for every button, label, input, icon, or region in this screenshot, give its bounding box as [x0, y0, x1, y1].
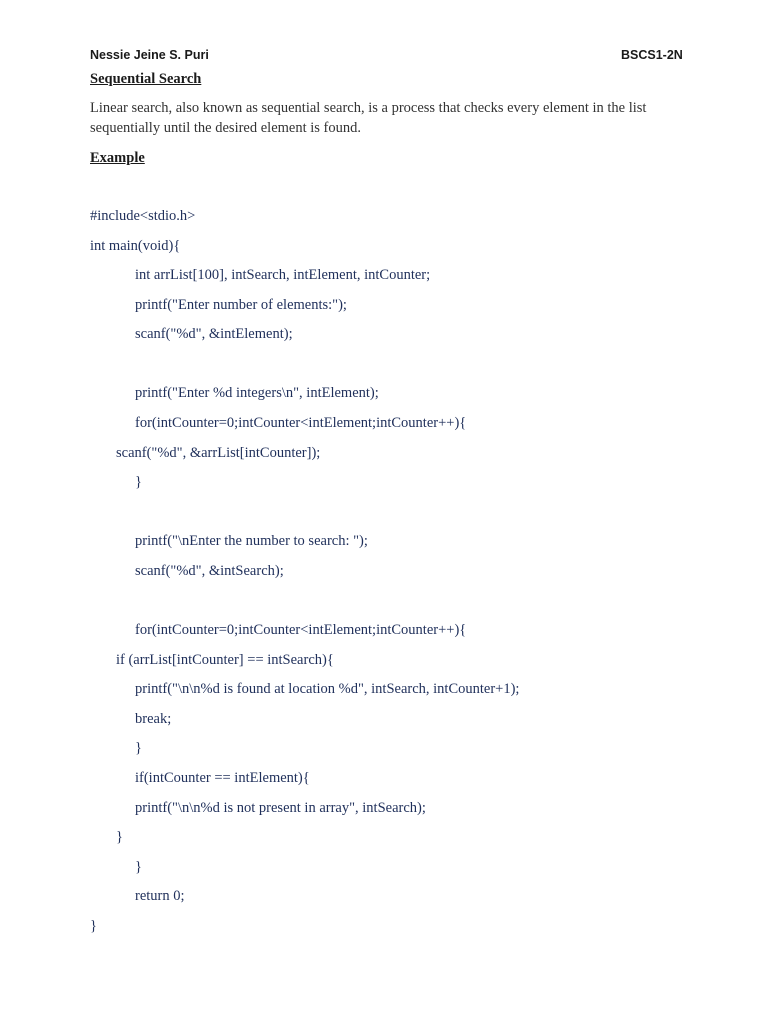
intro-line-1: Linear search, also known as sequential search, is a process that checks every element in the list [90, 100, 647, 116]
code-line: if(intCounter == intElement){ [135, 770, 310, 786]
intro-line-2: sequentially until the desired element is found. [90, 120, 362, 136]
code-line: printf("\n\n%d is not present in array", intSearch); [135, 800, 426, 816]
code-line: int main(void){ [90, 238, 181, 254]
code-line: printf("\nEnter the number to search: "); [135, 533, 368, 549]
intro-paragraph [90, 98, 690, 138]
document-title: Sequential Search [90, 71, 202, 87]
code-line: } [135, 474, 142, 490]
author-name: Nessie Jeine S. Puri [90, 48, 209, 62]
code-line: return 0; [135, 888, 185, 904]
code-line: scanf("%d", &intSearch); [135, 563, 284, 579]
code-line: for(intCounter=0;intCounter<intElement;intCounter++){ [135, 415, 467, 431]
code-line: printf("Enter %d integers\n", intElement); [135, 385, 379, 401]
code-line: } [90, 918, 97, 934]
example-heading: Example [90, 150, 145, 166]
code-line: for(intCounter=0;intCounter<intElement;intCounter++){ [135, 622, 467, 638]
code-line: } [116, 829, 123, 845]
code-line: #include<stdio.h> [90, 208, 196, 224]
code-line: } [135, 859, 142, 875]
code-line: scanf("%d", &arrList[intCounter]); [116, 445, 321, 461]
code-line: break; [135, 711, 172, 727]
code-line: printf("\n\n%d is found at location %d", intSearch, intCounter+1); [135, 681, 520, 697]
section-code: BSCS1-2N [621, 48, 683, 62]
code-line: scanf("%d", &intElement); [135, 326, 293, 342]
code-line: printf("Enter number of elements:"); [135, 297, 347, 313]
code-line: int arrList[100], intSearch, intElement, intCounter; [135, 267, 431, 283]
code-line: if (arrList[intCounter] == intSearch){ [116, 652, 334, 668]
code-line: } [135, 740, 142, 756]
